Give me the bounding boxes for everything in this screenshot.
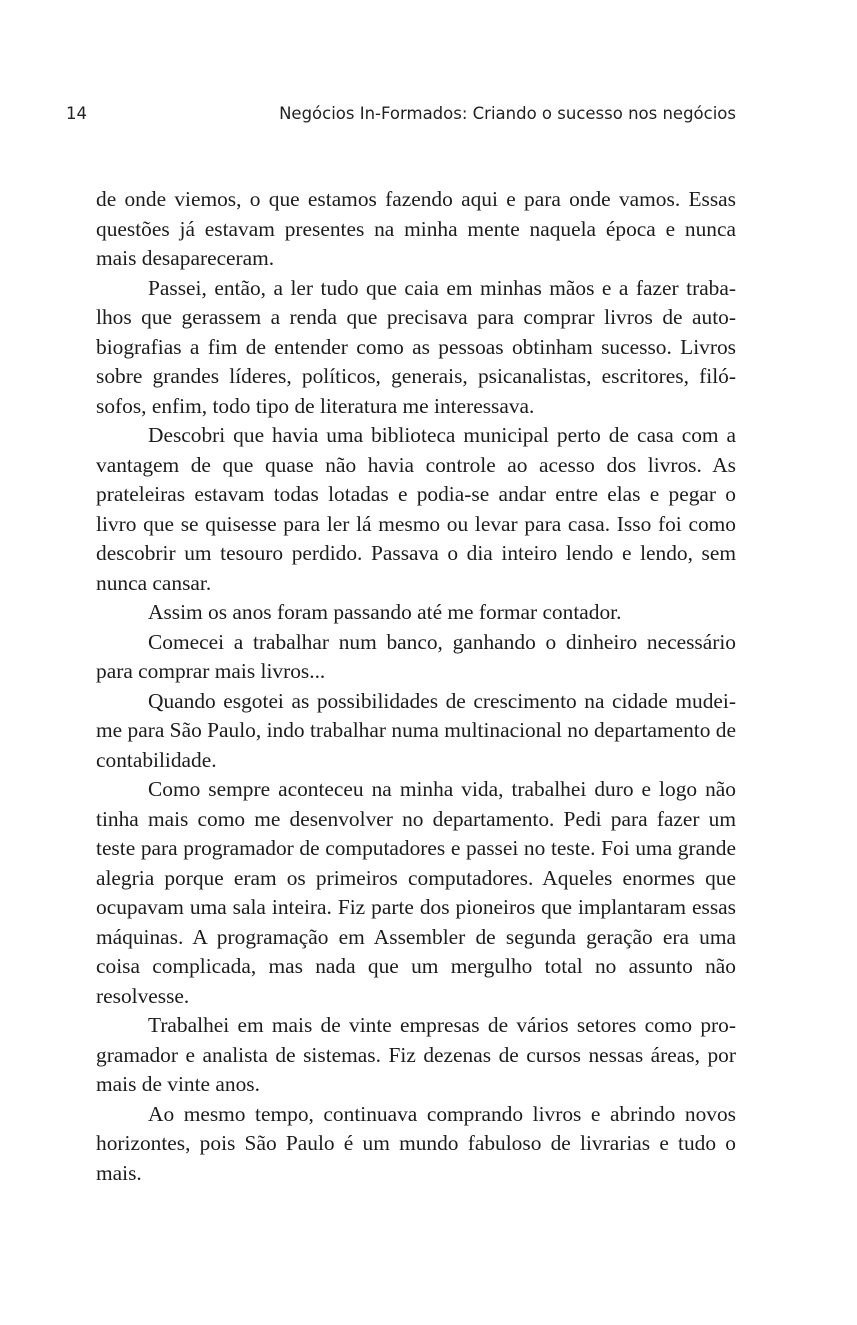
page-number: 14 [66, 104, 87, 123]
paragraph: Trabalhei em mais de vinte empresas de vários setores como programador e analista de sistemas. Fiz dezenas de cursos nessas áreas, por mais de vinte anos. [96, 1013, 736, 1096]
paragraph: Descobri que havia uma biblioteca municipal perto de casa com a vantagem de que quase não havia controle ao acesso dos livros. As prateleiras estavam todas lotadas e podia-se andar entre elas e pegar o livro que se quisesse para ler lá mesmo ou levar para casa. Isso foi como descobrir um tesouro perdido. Passava o dia inteiro lendo e lendo, sem nunca cansar. [96, 423, 736, 595]
body-text [96, 185, 736, 1188]
paragraph-continuation: de onde viemos, o que estamos fazendo aqui e para onde vamos. Essas questões já estavam presentes na minha mente naquela época e nunca mais desapareceram. [96, 187, 736, 270]
paragraph: Passei, então, a ler tudo que caia em minhas mãos e a fazer trabalhos que gerassem a renda que precisava para comprar livros de autobiografias a fim de entender como as pessoas obtinham sucesso. Livros sobre grandes líderes, políticos, generais, psicanalistas, escritores, filósofos, enfim, todo tipo de literatura me interessava. [96, 275, 736, 418]
paragraph: Comecei a trabalhar num banco, ganhando o dinheiro necessário para comprar mais livros... [96, 629, 736, 683]
paragraph: Assim os anos foram passando até me formar contador. [148, 600, 622, 624]
running-header [66, 104, 736, 130]
paragraph: Quando esgotei as possibilidades de crescimento na cidade mudei-me para São Paulo, indo trabalhar numa multinacional no departamento de contabilidade. [96, 688, 736, 772]
running-title: Negócios In-Formados: Criando o sucesso nos negócios [279, 104, 736, 123]
paragraph: Ao mesmo tempo, continuava comprando livros e abrindo novos horizontes, pois São Paulo é um mundo fabuloso de livrarias e tudo o mais. [96, 1101, 736, 1185]
paragraph: Como sempre aconteceu na minha vida, trabalhei duro e logo não tinha mais como me desenvolver no departamento. Pedi para fazer um teste para programador de computadores e passei no teste. Foi uma grande alegria porque eram os primeiros computadores. Aqueles enormes que ocupavam uma sala inteira. Fiz parte dos pioneiros que implantaram essas máquinas. A programação em Assembler de segunda geração era uma coisa complicada, mas nada que um mergulho total no assunto não resolvesse. [96, 777, 736, 1008]
